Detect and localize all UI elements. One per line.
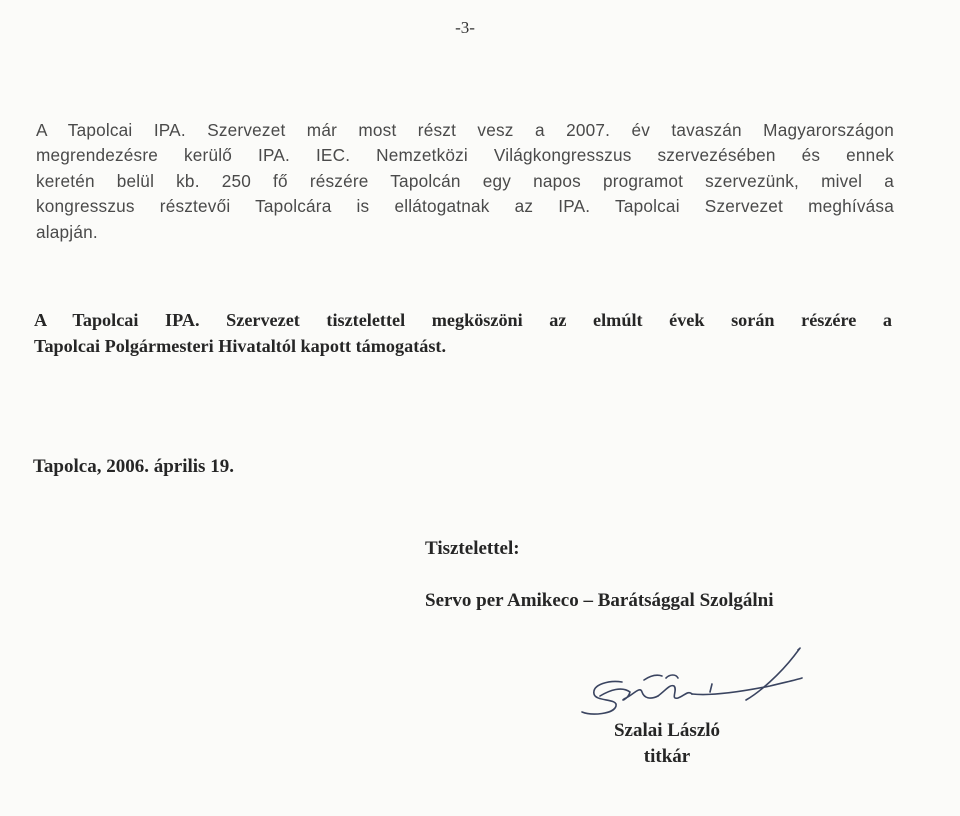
paragraph-line: Tapolcai Polgármesteri Hivataltól kapott támogatást. — [34, 336, 447, 356]
closing-salutation: Tisztelettel: — [425, 538, 520, 559]
handwritten-signature — [570, 640, 810, 730]
date-line: Tapolca, 2006. április 19. — [33, 456, 234, 477]
paragraph-thanks — [34, 307, 892, 359]
paragraph-line: keretén belül kb. 250 fő részére Tapolcán egy napos programot szervezünk, mivel a — [36, 170, 894, 191]
paragraph-congress — [36, 118, 894, 245]
paragraph-line: A Tapolcai IPA. Szervezet tisztelettel megköszöni az elmúlt évek során részére a — [34, 310, 892, 330]
page-number: -3- — [455, 18, 475, 37]
paragraph-line: A Tapolcai IPA. Szervezet már most részt vesz a 2007. év tavaszán Magyarországon — [36, 120, 894, 140]
signer-name: Szalai László — [613, 720, 721, 741]
paragraph-line: alapján. — [36, 221, 98, 242]
paragraph-line: megrendezésre kerülő IPA. IEC. Nemzetközi Világkongresszus szervezésében és ennek — [36, 145, 894, 166]
organization-motto: Servo per Amikeco – Barátsággal Szolgálni — [425, 590, 774, 611]
signer-title: titkár — [643, 746, 691, 767]
paragraph-line: kongresszus résztevői Tapolcára is ellátogatnak az IPA. Tapolcai Szervezet meghívása — [36, 196, 894, 217]
